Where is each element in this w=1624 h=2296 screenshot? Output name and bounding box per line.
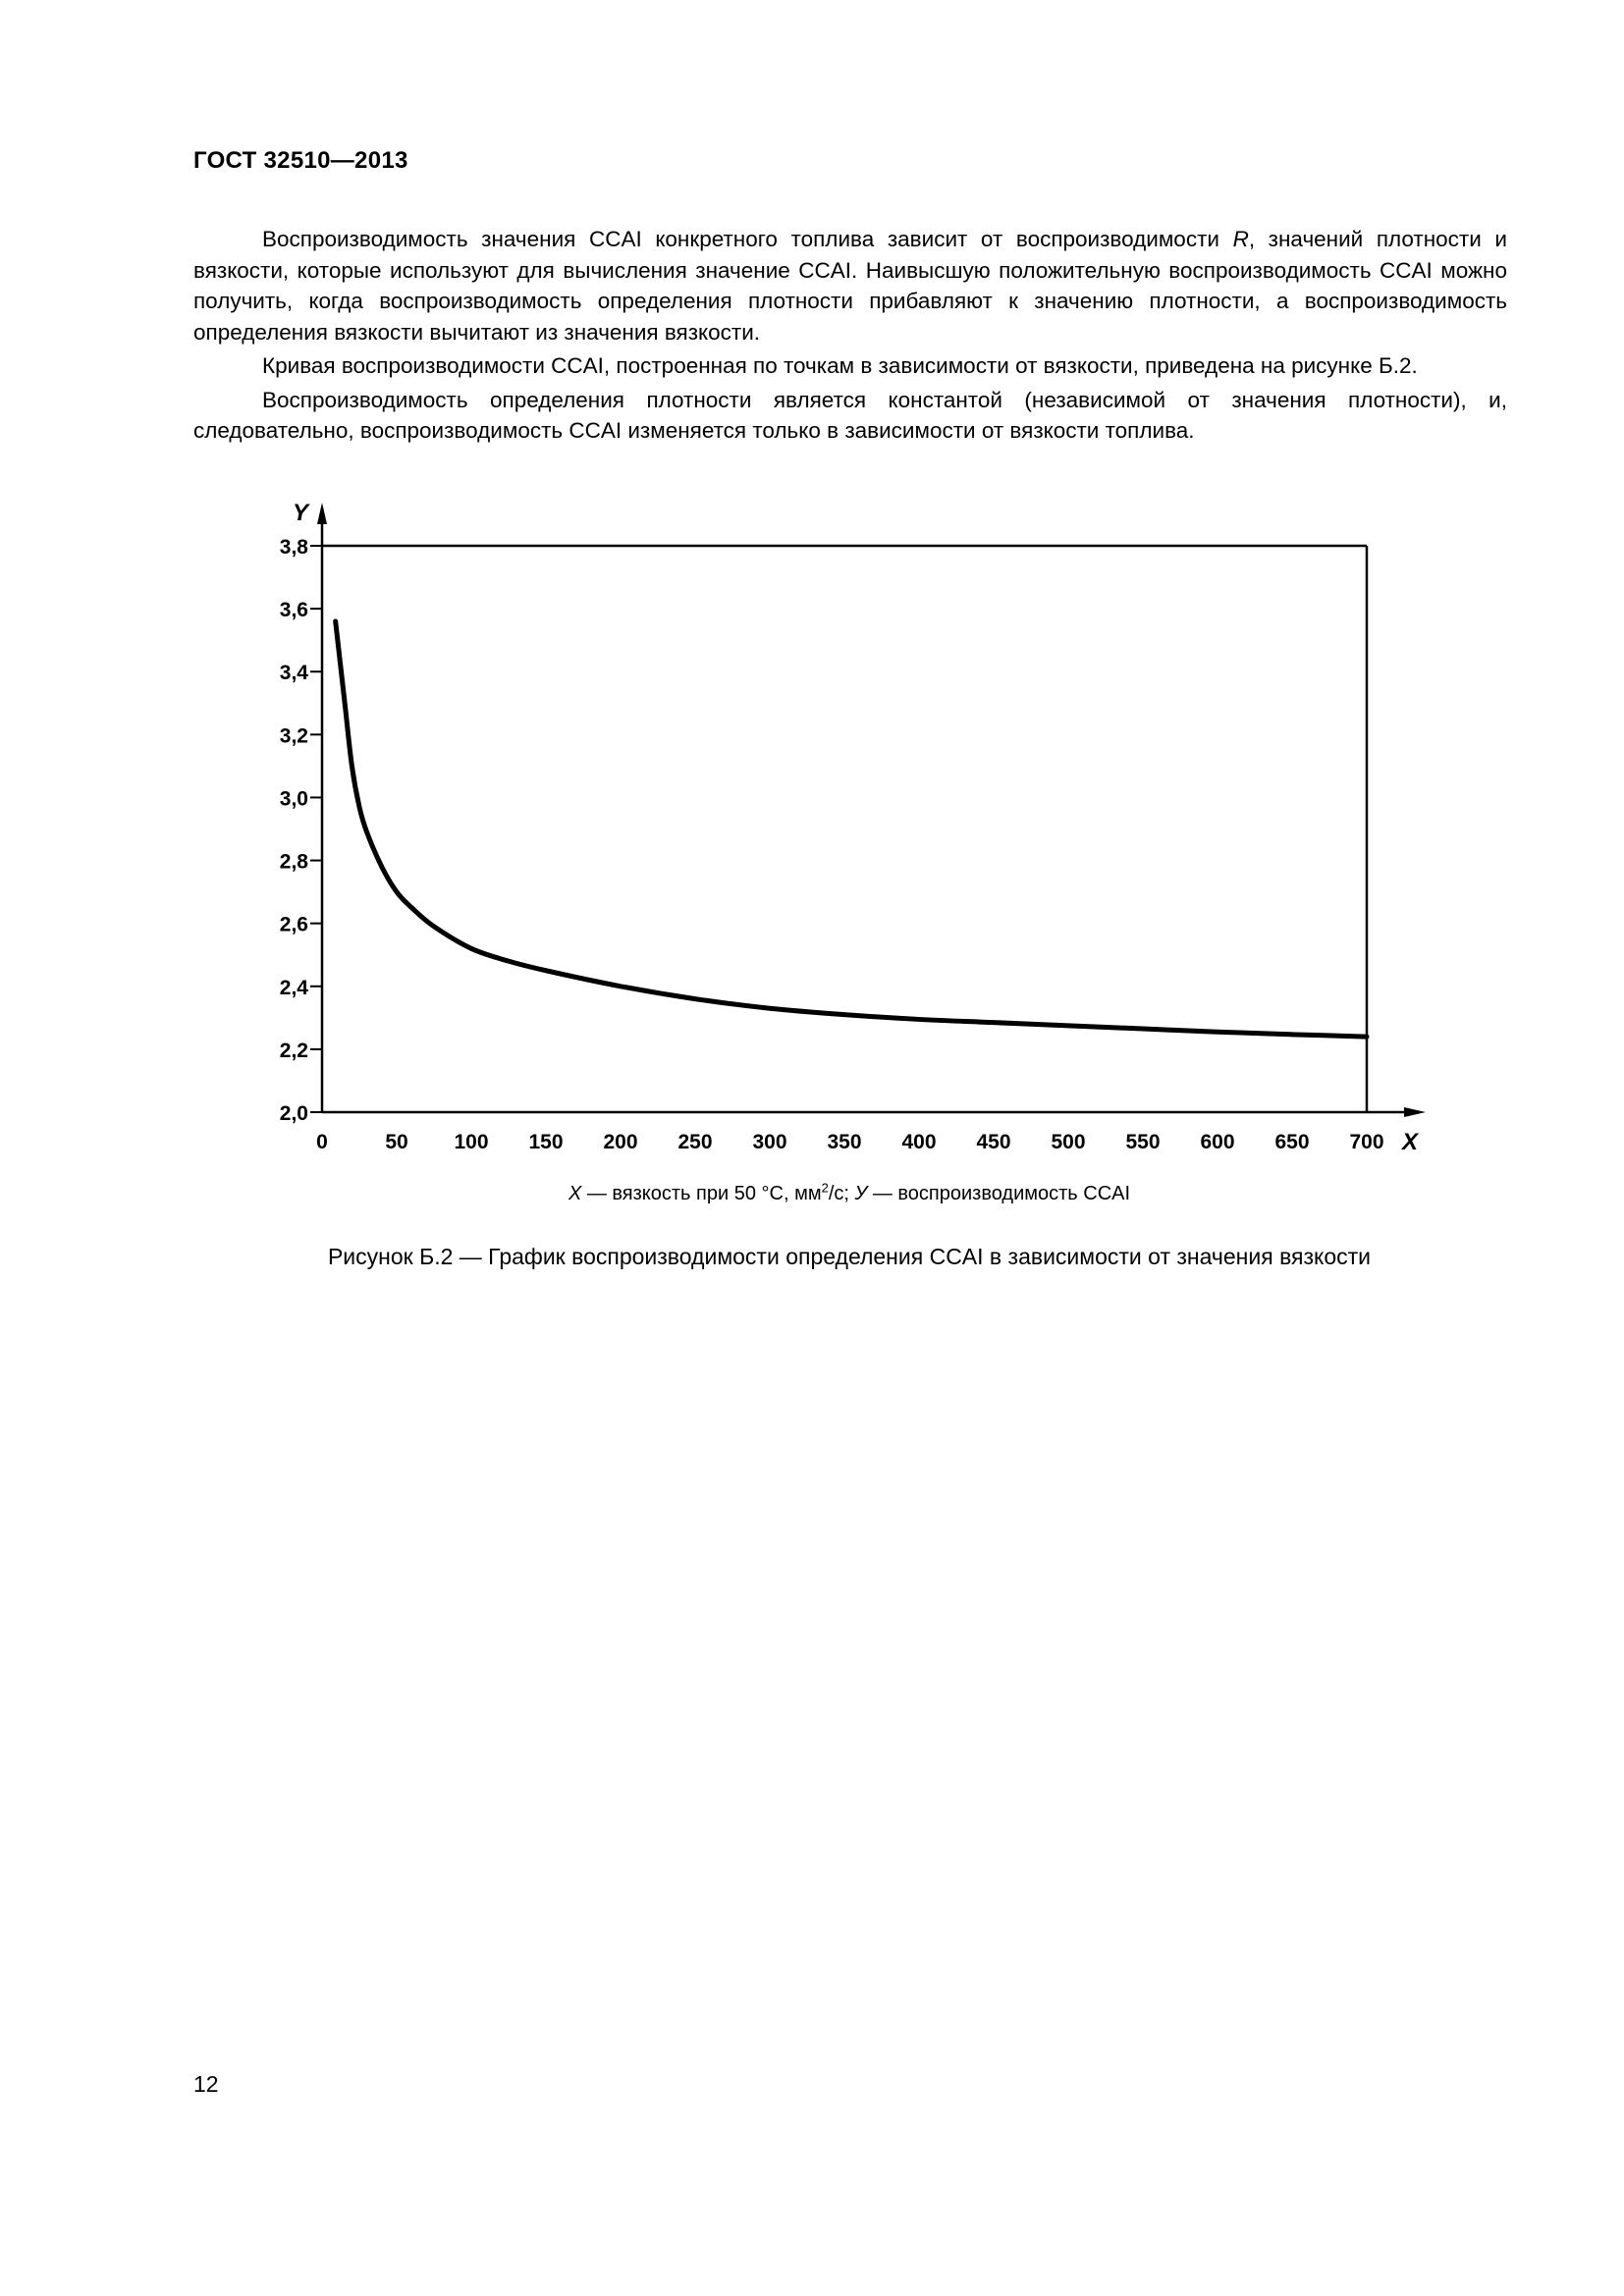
body-text — [193, 224, 1507, 450]
y-description: — воспроизводимость CCAI — [867, 1183, 1131, 1204]
y-tick-label: 3,0 — [279, 787, 308, 811]
y-axis-arrow — [317, 503, 327, 524]
y-tick-label: 2,6 — [279, 913, 308, 936]
paragraph-density-constant: Воспроизводимость определения плотности является константой (независимой от значения плотности), и, следовательно, воспроизводимость CCAI изменяется только в зависимости от вязкости топлива. — [193, 387, 1507, 443]
x-tick-label: 250 — [677, 1131, 713, 1153]
x-tick-label: 450 — [976, 1131, 1011, 1153]
x-tick-label: 150 — [528, 1131, 564, 1153]
document-header: ГОСТ 32510—2013 — [193, 147, 408, 174]
y-tick-label: 2,0 — [279, 1102, 308, 1125]
x-axis-label: X — [1402, 1129, 1419, 1155]
x-tick-label: 500 — [1051, 1131, 1086, 1153]
x-unit-rest: /с; — [828, 1183, 855, 1204]
x-tick-label: 0 — [316, 1131, 328, 1153]
x-tick-label: 700 — [1349, 1131, 1384, 1153]
y-tick-label: 2,4 — [279, 976, 308, 999]
x-tick-label: 50 — [385, 1131, 408, 1153]
x-tick-label: 200 — [603, 1131, 638, 1153]
y-tick-label: 2,8 — [279, 850, 308, 874]
paragraph-curve-reference: Кривая воспроизводимости CCAI, построенная по точкам в зависимости от вязкости, приведена на рисунке Б.2. — [262, 353, 1418, 378]
x-axis-arrow — [1404, 1107, 1426, 1117]
y-tick-label: 3,2 — [279, 724, 308, 748]
y-tick-label: 3,8 — [279, 536, 308, 559]
x-tick-label: 350 — [827, 1131, 862, 1153]
x-tick-label: 100 — [454, 1131, 489, 1153]
page-number: 12 — [193, 2071, 219, 2097]
axis-legend-caption — [0, 1180, 1624, 1205]
paragraph-reproducibility: Воспроизводимость значения CCAI конкретного топлива зависит от воспроизводимости R, значений плотности и вязкости, которые используют для вычисления значение CCAI. Наивысшую положительную воспроизводимость CCAI можно получить, когда воспроизводимость определения плотности прибавляют к значению плотности, а воспроизводимость определения вязкости вычитают из значения вязкости. — [193, 227, 1507, 345]
variable-r: R — [1232, 227, 1249, 251]
y-tick-label: 2,2 — [279, 1039, 308, 1062]
x-tick-label: 550 — [1125, 1131, 1161, 1153]
y-axis-label: Y — [293, 500, 309, 526]
x-variable: X — [568, 1183, 582, 1204]
x-tick-label: 400 — [901, 1131, 937, 1153]
figure-caption: Рисунок Б.2 — График воспроизводимости определения CCAI в зависимости от значения вязкости — [327, 1244, 1372, 1269]
y-variable: У — [854, 1183, 868, 1204]
y-tick-label: 3,6 — [279, 599, 308, 622]
x-tick-label: 650 — [1274, 1131, 1310, 1153]
x-unit-superscript: 2 — [821, 1180, 829, 1196]
reproducibility-curve — [336, 621, 1367, 1037]
x-description: — вязкость при 50 °C, мм — [581, 1183, 822, 1204]
x-tick-label: 600 — [1200, 1131, 1235, 1153]
y-tick-label: 3,4 — [279, 662, 308, 685]
x-tick-label: 300 — [752, 1131, 787, 1153]
